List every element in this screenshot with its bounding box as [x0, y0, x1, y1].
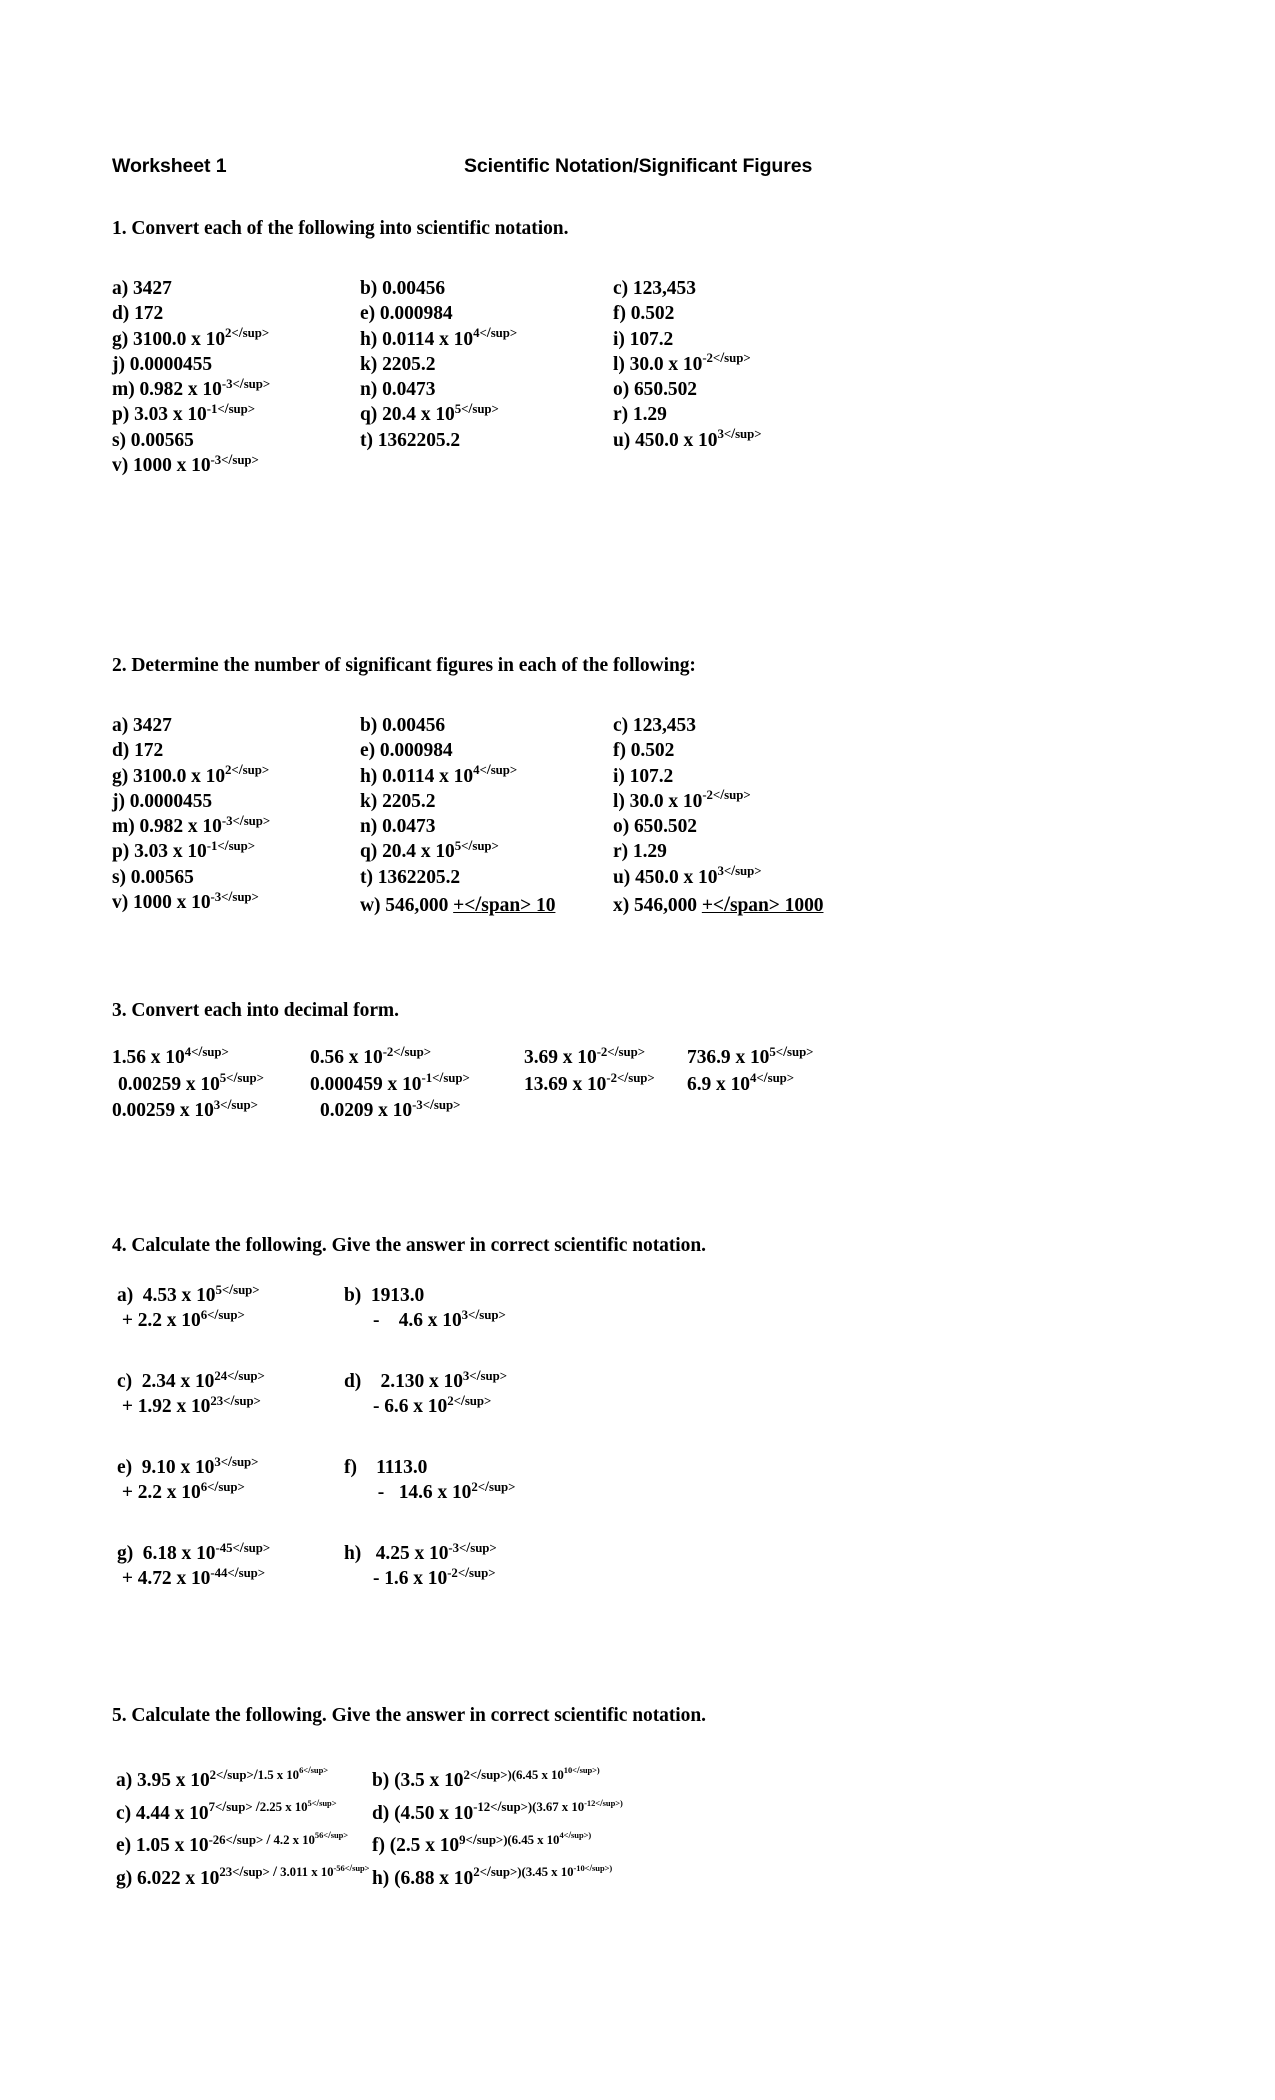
q5-item: e) 1.05 x $10^{-26</sup> / 4.2 x 10^{56</sup>}}$	[116, 1830, 349, 1856]
question-4-heading: 4. Calculate the following. Give the answer in correct scientific notation.	[112, 1235, 706, 1256]
question-5-items	[0, 1765, 1275, 1900]
q3-item: 0.56 x $10^{-2</sup>}$	[310, 1043, 431, 1068]
q4-problem	[344, 1455, 515, 1505]
q1-item: b) 0.00456	[360, 278, 446, 299]
question-3-heading: 3. Convert each into decimal form.	[112, 1000, 399, 1021]
q4-problem-line: + 4.72 x $10^{-44</sup>}$	[117, 1564, 266, 1589]
q5-item: c) 4.44 x $10^{7</sup> /2.25 x 10^{5</sup>}}$	[116, 1797, 337, 1824]
q2-item: u) 450.0 x $10^{3</sup>}$	[613, 863, 762, 888]
question-1-heading: 1. Convert each of the following into scientific notation.	[112, 218, 569, 239]
plus-minus-icon: +</span> 10	[453, 892, 556, 917]
list-item	[0, 1096, 1275, 1127]
q3-item: 0.00259 x $10^{3</sup>}$	[112, 1096, 258, 1121]
q3-item: 0.00259 x $10^{5</sup>}$	[118, 1070, 264, 1095]
q4-problem-line: f) 1113.0	[344, 1457, 428, 1478]
q4-problem	[117, 1541, 270, 1591]
q1-item: o) 650.502	[613, 379, 697, 401]
q2-item: v) 1000 x $10^{-3</sup>}$	[112, 888, 259, 914]
q1-item: l) 30.0 x $10^{-2</sup>}$	[613, 350, 751, 375]
document-header	[112, 155, 1163, 178]
question-2-items	[0, 715, 1275, 917]
worksheet-title: Worksheet 1	[112, 155, 227, 177]
q3-item: 6.9 x $10^{4</sup>}$	[687, 1070, 795, 1095]
q2-item: h) 0.0114 x $10^{4</sup>}$	[360, 762, 518, 787]
question-3-items	[0, 1043, 1275, 1127]
q4-problem-line: c) 2.34 x $10^{24</sup>}$	[117, 1367, 265, 1392]
q2-item: t) 1362205.2	[360, 866, 461, 888]
question-5-heading: 5. Calculate the following. Give the answer in correct scientific notation.	[112, 1705, 706, 1726]
list-item	[0, 1862, 1275, 1901]
q4-problem-line: + 2.2 x $10^{6</sup>}$	[117, 1306, 245, 1331]
q5-item: f) (2.5 x $10^{9</sup>)(6.45 x 10^{4</sup>)}}$	[372, 1830, 592, 1856]
q4-problem	[344, 1283, 506, 1333]
list-item	[0, 303, 1275, 328]
q2-item: o) 650.502	[613, 816, 697, 838]
list-item	[0, 740, 1275, 765]
list-item	[0, 1830, 1275, 1868]
q1-item: p) 3.03 x $10^{-1</sup>}$	[112, 400, 256, 426]
list-item	[0, 451, 1275, 480]
q1-item: s) 0.00565	[112, 429, 194, 451]
q4-problem	[344, 1541, 497, 1591]
q4-problem-line: b) 1913.0	[344, 1285, 425, 1306]
list-item	[0, 325, 1275, 354]
q5-item: a) 3.95 x $10^{2</sup>/1.5 x 10^{6</sup>}}$	[116, 1765, 329, 1791]
q3-item: 13.69 x $10^{-2</sup>}$	[524, 1070, 655, 1095]
q5-item: b) (3.5 x $10^{2</sup>)(6.45 x 10^{10</sup>)}}$	[372, 1765, 600, 1791]
list-item	[0, 1797, 1275, 1836]
q2-item: q) 20.4 x $10^{5</sup>}$	[360, 837, 499, 863]
list-item	[0, 426, 1275, 455]
q4-problem-line: + 2.2 x $10^{6</sup>}$	[117, 1478, 245, 1503]
q3-item: 3.69 x $10^{-2</sup>}$	[524, 1043, 645, 1068]
q4-problem-line: d) 2.130 x $10^{3</sup>}$	[344, 1367, 507, 1392]
list-item	[0, 375, 1275, 404]
q4-problem	[117, 1455, 258, 1505]
list-item	[0, 278, 1275, 303]
q1-item: f) 0.502	[613, 303, 675, 325]
q4-problem	[117, 1369, 265, 1419]
q4-problem-line: - 4.6 x $10^{3</sup>}$	[344, 1306, 506, 1331]
q4-problem-line: - 6.6 x $10^{2</sup>}$	[344, 1392, 492, 1417]
q1-item: d) 172	[112, 303, 164, 325]
q4-problem-line: a) 4.53 x $10^{5</sup>}$	[117, 1281, 260, 1306]
q2-item: r) 1.29	[613, 841, 667, 863]
q1-item: m) 0.982 x $10^{-3</sup>}$	[112, 375, 271, 401]
q1-item: t) 1362205.2	[360, 429, 461, 451]
q2-item: w) 546,000 +</span> 10	[360, 892, 556, 917]
q2-item: n) 0.0473	[360, 816, 436, 838]
list-item	[0, 1043, 1275, 1074]
q2-item: e) 0.000984	[360, 740, 453, 762]
list-item	[0, 888, 1275, 917]
q1-item: c) 123,453	[613, 278, 696, 299]
q2-item: k) 2205.2	[360, 790, 436, 812]
plus-minus-icon: +</span> 1000	[701, 892, 824, 917]
q2-item: p) 3.03 x $10^{-1</sup>}$	[112, 837, 256, 863]
question-2-heading: 2. Determine the number of significant figures in each of the following:	[112, 655, 696, 676]
list-item	[0, 837, 1275, 866]
q2-item: b) 0.00456	[360, 715, 446, 736]
list-item	[0, 350, 1275, 379]
list-item	[0, 400, 1275, 429]
q4-problem-line: - 14.6 x $10^{2</sup>}$	[344, 1478, 516, 1503]
q1-item: h) 0.0114 x $10^{4</sup>}$	[360, 325, 518, 350]
q2-item: d) 172	[112, 740, 164, 762]
q4-problem-line: h) 4.25 x $10^{-3</sup>}$	[344, 1539, 497, 1564]
q5-item: d) (4.50 x $10^{-12</sup>)(3.67 x 10^{-12</sup>)}}$	[372, 1797, 623, 1824]
worksheet-subject: Scientific Notation/Significant Figures	[464, 155, 813, 177]
q1-item: n) 0.0473	[360, 379, 436, 401]
q1-item: r) 1.29	[613, 404, 667, 426]
q1-item: k) 2205.2	[360, 353, 436, 375]
q3-item: 736.9 x $10^{5</sup>}$	[687, 1043, 814, 1068]
q1-item: j) 0.0000455	[112, 353, 213, 375]
q2-item: f) 0.502	[613, 740, 675, 762]
q4-problem-line: + 1.92 x $10^{23</sup>}$	[117, 1392, 261, 1417]
q3-item: 0.0209 x $10^{-3</sup>}$	[320, 1096, 461, 1121]
q5-item: h) (6.88 x $10^{2</sup>)(3.45 x 10^{-10</sup>)}}$	[372, 1862, 613, 1889]
q3-item: 1.56 x $10^{4</sup>}$	[112, 1043, 229, 1068]
q2-item: x) 546,000 +</span> 1000	[613, 892, 824, 917]
list-item	[0, 812, 1275, 841]
q4-problem-line: - 1.6 x $10^{-2</sup>}$	[344, 1564, 496, 1589]
q1-item: a) 3427	[112, 278, 172, 299]
q4-problem	[344, 1369, 507, 1419]
q1-item: v) 1000 x $10^{-3</sup>}$	[112, 451, 259, 477]
list-item	[0, 1765, 1275, 1803]
list-item	[0, 1070, 1275, 1101]
q1-item: i) 107.2	[613, 328, 674, 350]
q2-item: m) 0.982 x $10^{-3</sup>}$	[112, 812, 271, 838]
q2-item: s) 0.00565	[112, 866, 194, 888]
q2-item: a) 3427	[112, 715, 172, 736]
q2-item: j) 0.0000455	[112, 790, 213, 812]
q5-item: g) 6.022 x $10^{23</sup> / 3.011 x 10^{-56</sup>}}$	[116, 1862, 370, 1889]
q4-problem-line: e) 9.10 x $10^{3</sup>}$	[117, 1453, 259, 1478]
q1-item: g) 3100.0 x $10^{2</sup>}$	[112, 325, 270, 350]
q1-item: u) 450.0 x $10^{3</sup>}$	[613, 426, 762, 451]
q3-item: 0.000459 x $10^{-1</sup>}$	[310, 1070, 470, 1095]
question-1-items	[0, 278, 1275, 480]
q2-item: l) 30.0 x $10^{-2</sup>}$	[613, 787, 751, 812]
list-item	[0, 787, 1275, 816]
q4-problem	[117, 1283, 260, 1333]
q1-item: q) 20.4 x $10^{5</sup>}$	[360, 400, 499, 426]
q2-item: g) 3100.0 x $10^{2</sup>}$	[112, 762, 270, 787]
q4-problem-line: g) 6.18 x $10^{-45</sup>}$	[117, 1539, 271, 1564]
q2-item: i) 107.2	[613, 765, 674, 787]
list-item	[0, 715, 1275, 740]
list-item	[0, 762, 1275, 791]
q2-item: c) 123,453	[613, 715, 696, 736]
list-item	[0, 863, 1275, 892]
q1-item: e) 0.000984	[360, 303, 453, 325]
